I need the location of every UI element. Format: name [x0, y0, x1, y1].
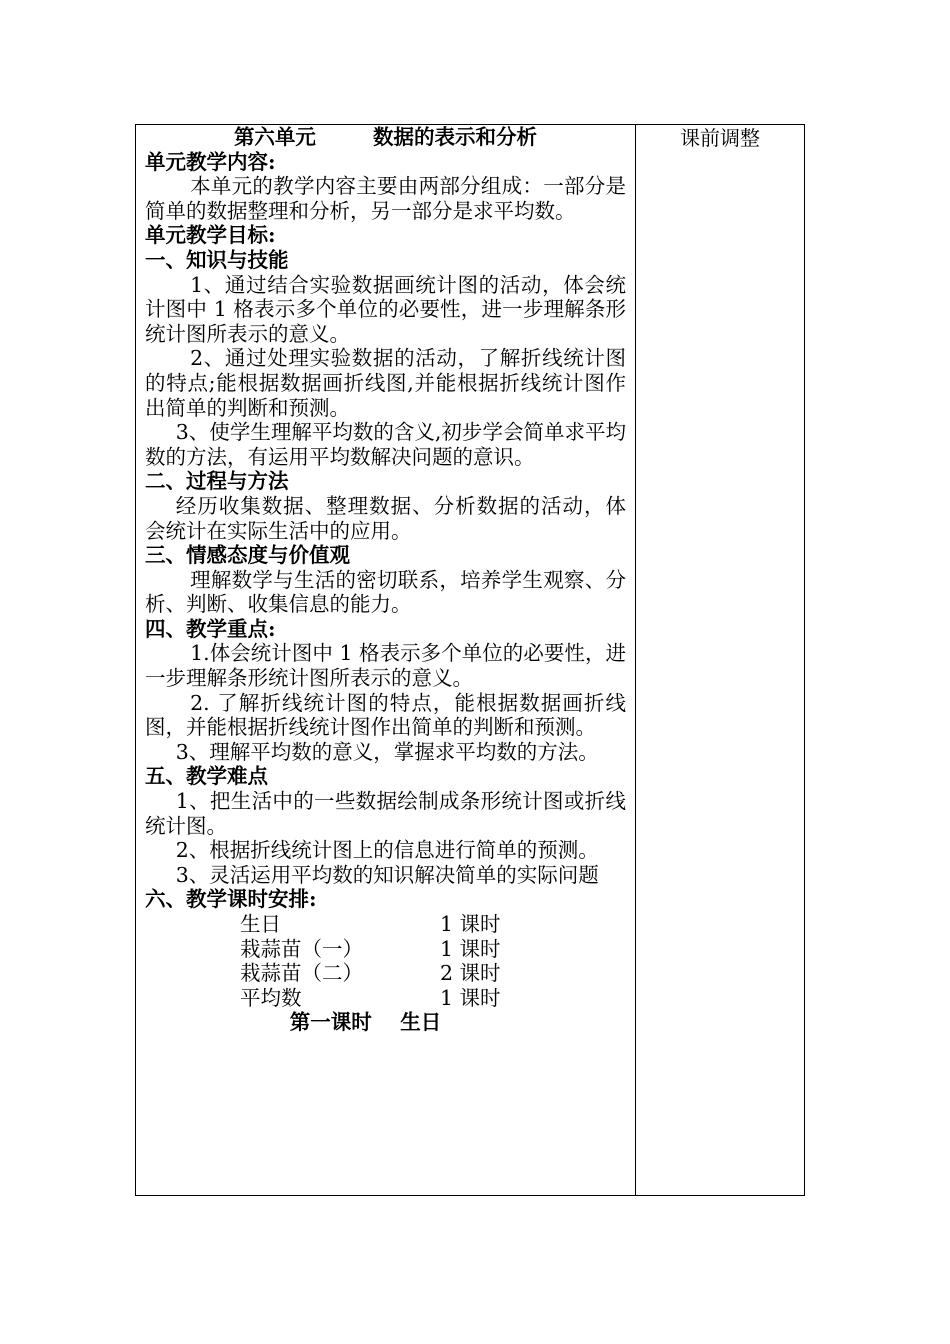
schedule-name: 栽蒜苗（二）	[240, 961, 363, 986]
section-3-paragraph: 理解数学与生活的密切联系，培养学生观察、分析、判断、收集信息的能力。	[145, 567, 626, 617]
schedule-hours: 2 课时	[440, 961, 501, 986]
schedule-row	[145, 961, 626, 986]
main-column	[136, 125, 636, 1195]
section-1-heading: 一、知识与技能	[145, 247, 289, 272]
schedule-hours: 1 课时	[440, 936, 501, 961]
schedule-row	[145, 986, 626, 1011]
schedule-hours: 1 课时	[440, 985, 501, 1010]
schedule-name: 栽蒜苗（一）	[240, 936, 363, 961]
content-paragraph: 本单元的教学内容主要由两部分组成：一部分是简单的数据整理和分析，另一部分是求平均数。	[145, 174, 626, 223]
content-heading: 单元教学内容:	[145, 149, 276, 174]
section-4-item: 1.体会统计图中 1 格表示多个单位的必要性，进一步理解条形统计图所表示的意义。	[145, 641, 626, 691]
section-5-heading: 五、教学难点	[145, 764, 268, 789]
lesson-title: 第一课时 生日	[289, 1010, 442, 1035]
section-5-item: 1、把生活中的一些数据绘制成条形统计图或折线统计图。	[145, 789, 626, 838]
schedule-name: 平均数	[240, 985, 302, 1010]
section-5-item: 2、根据折线统计图上的信息进行简单的预测。	[175, 838, 599, 863]
section-2-paragraph: 经历收集数据、整理数据、分析数据的活动，体会统计在实际生活中的应用。	[145, 493, 626, 543]
section-4-item: 3、理解平均数的意义，掌握求平均数的方法。	[175, 739, 599, 764]
section-6-heading: 六、教学课时安排:	[145, 887, 317, 912]
main-content	[136, 125, 635, 1035]
goals-heading: 单元教学目标:	[145, 223, 276, 248]
schedule-row	[145, 937, 626, 962]
side-column	[636, 125, 804, 1195]
section-5-item: 3、灵活运用平均数的知识解决简单的实际问题	[175, 862, 599, 887]
schedule-table	[145, 912, 626, 1010]
section-3-heading: 三、情感态度与价值观	[145, 543, 350, 568]
section-4-heading: 四、教学重点:	[145, 616, 276, 641]
side-header: 课前调整	[680, 126, 760, 150]
lesson-plan-table	[135, 124, 805, 1196]
section-4-item: 2. 了解折线统计图的特点，能根据数据画折线图，并能根据折线统计图作出简单的判断和预测。	[145, 690, 626, 740]
schedule-name: 生日	[240, 912, 281, 936]
schedule-row	[145, 912, 626, 937]
schedule-hours: 1 课时	[440, 912, 501, 936]
section-1-item: 1、通过结合实验数据画统计图的活动，体会统计图中 1 格表示多个单位的必要性，进一步理解条形统计图所表示的意义。	[145, 272, 626, 346]
unit-title: 第六单元 数据的表示和分析	[233, 125, 538, 149]
section-1-item: 3、使学生理解平均数的含义,初步学会简单求平均数的方法，有运用平均数解决问题的意识。	[145, 420, 626, 469]
section-1-item: 2、通过处理实验数据的活动，了解折线统计图的特点;能根据数据画折线图,并能根据折线统计图作出简单的判断和预测。	[145, 346, 626, 420]
section-2-heading: 二、过程与方法	[145, 469, 289, 494]
